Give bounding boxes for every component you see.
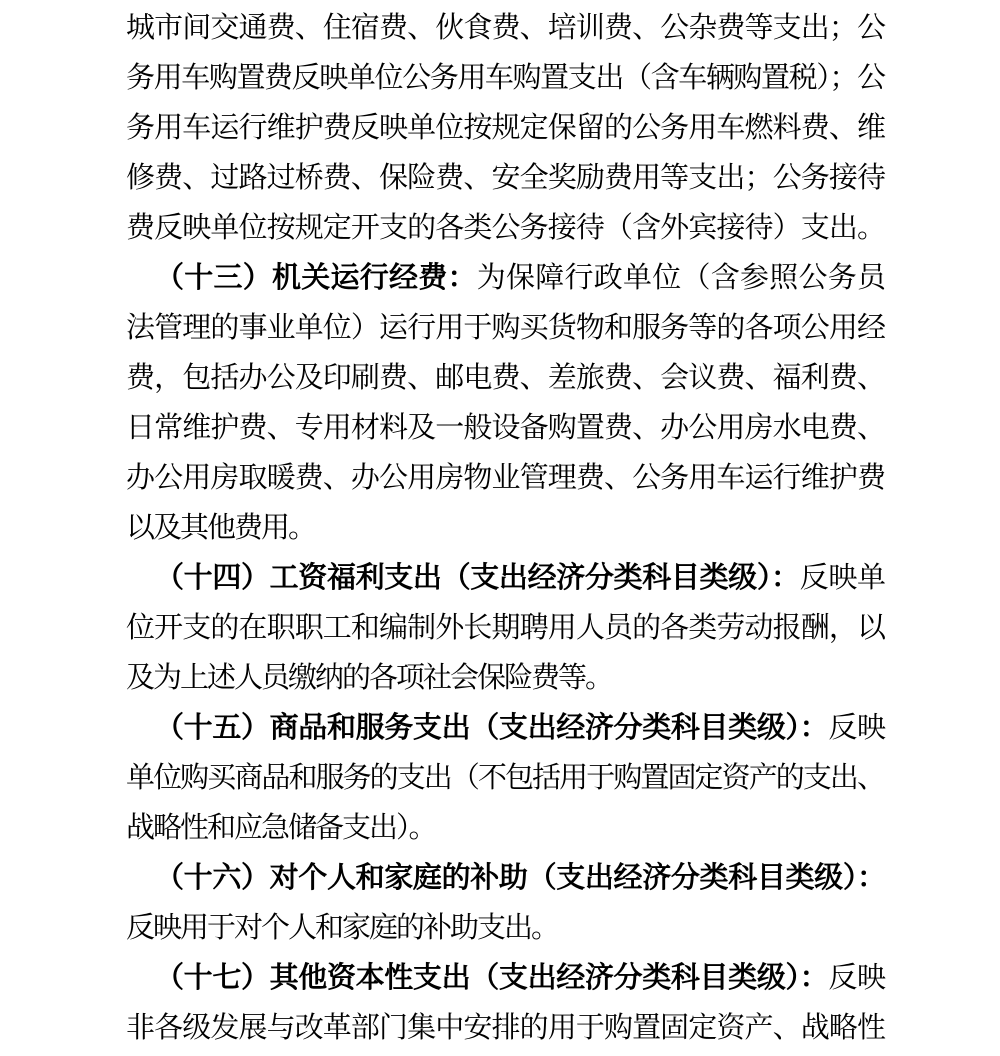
text-line	[126, 153, 884, 203]
line-text: 务用车购置费反映单位公务用车购置支出（含车辆购置税）；公	[126, 62, 884, 94]
line-text: 非各级发展与改革部门集中安排的用于购置固定资产、战略性	[126, 1012, 884, 1044]
text-line	[126, 1003, 884, 1053]
text-line	[126, 903, 884, 953]
text-line	[126, 203, 884, 253]
line-text: 以及其他费用。	[126, 512, 316, 544]
text-line	[126, 653, 884, 703]
line-text: 反映用于对个人和家庭的补助支出。	[126, 912, 559, 944]
line-text: 为保障行政单位（含参照公务员	[476, 262, 884, 294]
line-text: 费反映单位按规定开支的各类公务接待（含外宾接待）支出。	[126, 212, 884, 244]
text-line	[126, 103, 884, 153]
line-text: 办公用房取暖费、办公用房物业管理费、公务用车运行维护费	[126, 462, 884, 494]
text-line	[126, 603, 884, 653]
text-line	[126, 853, 884, 903]
text-line	[126, 553, 884, 603]
text-line	[126, 403, 884, 453]
text-line	[126, 253, 884, 303]
line-text: 战略性和应急储备支出）。	[126, 812, 436, 844]
text-line	[126, 753, 884, 803]
text-line	[126, 953, 884, 1003]
line-text: 及为上述人员缴纳的各项社会保险费等。	[126, 662, 613, 694]
line-text: 反映	[828, 962, 884, 994]
text-line	[126, 503, 884, 553]
text-line	[126, 3, 884, 53]
text-line	[126, 453, 884, 503]
paragraph-heading: （十七）其他资本性支出（支出经济分类科目类级）：	[155, 962, 829, 994]
line-text: 日常维护费、专用材料及一般设备购置费、办公用房水电费、	[126, 412, 884, 444]
text-line	[126, 703, 884, 753]
line-text: 反映	[828, 712, 884, 744]
line-text: 务用车运行维护费反映单位按规定保留的公务用车燃料费、维	[126, 112, 884, 144]
paragraph-heading: （十四）工资福利支出（支出经济分类科目类级）：	[155, 562, 800, 594]
line-text: 单位购买商品和服务的支出（不包括用于购置固定资产的支出、	[126, 762, 884, 794]
line-text: 修费、过路过桥费、保险费、安全奖励费用等支出；公务接待	[126, 162, 884, 194]
line-text: 位开支的在职职工和编制外长期聘用人员的各类劳动报酬，以	[126, 612, 884, 644]
text-line	[126, 803, 884, 853]
line-text: 反映单	[799, 562, 884, 594]
text-line	[126, 53, 884, 103]
text-line	[126, 353, 884, 403]
paragraph-heading: （十三）机关运行经费：	[155, 262, 477, 294]
paragraph-heading: （十六）对个人和家庭的补助（支出经济分类科目类级）：	[155, 862, 884, 894]
paragraph-heading: （十五）商品和服务支出（支出经济分类科目类级）：	[155, 712, 829, 744]
line-text: 法管理的事业单位）运行用于购买货物和服务等的各项公用经	[126, 312, 884, 344]
text-line	[126, 303, 884, 353]
line-text: 费，包括办公及印刷费、邮电费、差旅费、会议费、福利费、	[126, 362, 884, 394]
line-text: 城市间交通费、住宿费、伙食费、培训费、公杂费等支出；公	[126, 12, 884, 44]
document-body	[126, 3, 884, 1053]
